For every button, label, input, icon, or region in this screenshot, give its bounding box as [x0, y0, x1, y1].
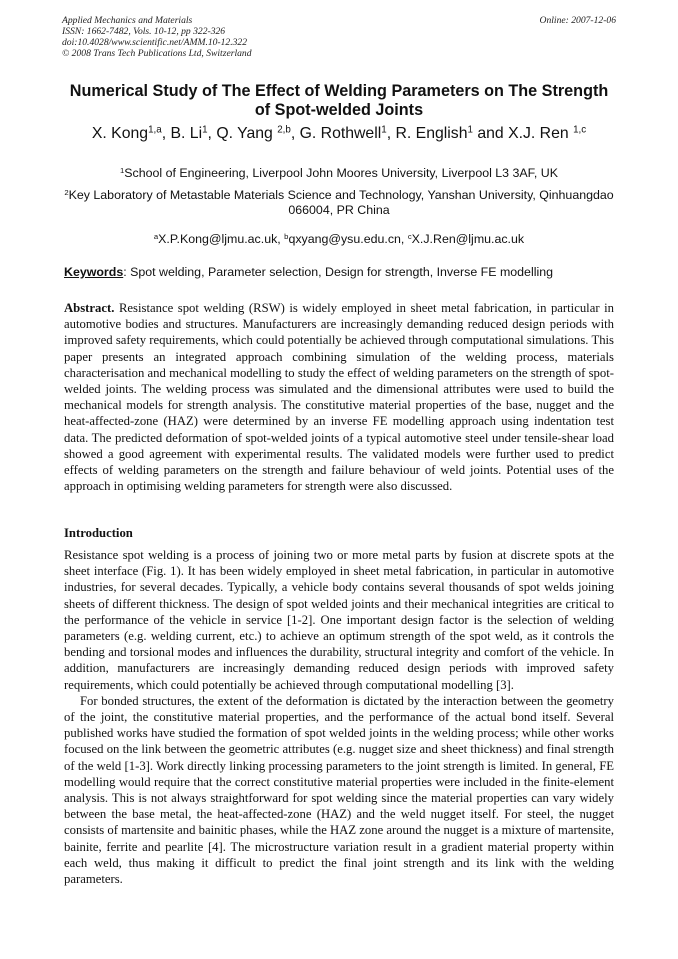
author: X.J. Ren $^{1,c}$	[508, 124, 587, 142]
journal-header	[62, 15, 616, 59]
online-date: Online: 2007-12-06	[539, 15, 616, 26]
affiliation-2: $^2$Key Laboratory of Metastable Materials Science and Technology, Yanshan University, Qinhuangdao 066004, PR China	[64, 187, 614, 217]
copyright-line: © 2008 Trans Tech Publications Ltd, Switzerland	[62, 48, 252, 59]
introduction-body	[64, 547, 614, 887]
affiliation-1: $^1$School of Engineering, Liverpool John Moores University, Liverpool L3 3AF, UK	[120, 165, 558, 180]
email-a[interactable]: $^a$X.P.Kong@ljmu.ac.uk,	[153, 231, 285, 246]
author-list	[62, 124, 616, 144]
keywords-label: Keywords	[64, 265, 124, 279]
doi-line: doi:10.4028/www.scientific.net/AMM.10-12.322	[62, 37, 248, 48]
author: R. English$^1$ and	[395, 124, 509, 142]
issn-line: ISSN: 1662-7482, Vols. 10-12, pp 322-326	[62, 26, 226, 37]
author: X. Kong$^{1,a}$,	[91, 124, 171, 142]
email-c[interactable]: $^c$X.J.Ren@ljmu.ac.uk	[407, 231, 525, 246]
journal-name: Applied Mechanics and Materials	[62, 15, 193, 26]
keywords-text: Spot welding, Parameter selection, Design for strength, Inverse FE modelling	[126, 265, 553, 279]
author: B. Li$^1$,	[170, 124, 217, 142]
keywords-line: Keywords: Spot welding, Parameter selection, Design for strength, Inverse FE modelling	[64, 265, 553, 279]
abstract-paragraph	[64, 300, 614, 494]
email-list	[62, 232, 616, 247]
email-b[interactable]: $^b$qxyang@ysu.edu.cn,	[284, 231, 408, 246]
abstract-text: Resistance spot welding (RSW) is widely employed in sheet metal fabrication, in particular in automotive bodies and structures. Manufacturers are increasingly demanding reduced design periods with improved safety requirements, which could potentially be achieved through computational simulations. This paper presents an integrated approach combining simulation of the welding process, materials characterisation and mechanical modelling to study the effect of welding parameters on the strength of spot-welded joints. The welding process was simulated and the dimensional attributes were used to build the mechanical models for strength analysis. The constitutive material properties of the base, nugget and the heat-affected-zone (HAZ) were determined by an inverse FE modelling approach using indentation test data. The predicted deformation of spot-welded joints of a typical automotive steel under tensile-shear load showed a good agreement with experimental results. The validated models were further used to predict effects of welding parameters on the strength and failure behaviour of weld joints. Potential uses of the approach in optimising welding parameters for strength were also discussed.	[64, 301, 614, 494]
abstract-label: Abstract.	[64, 301, 115, 315]
introduction-heading: Introduction	[64, 526, 133, 540]
intro-paragraph-2: For bonded structures, the extent of the deformation is dictated by the interaction between the geometry of the joint, the constitutive material properties, and the performance of the actual bond itself. Several published works have studied the formation of spot welded joints in the welding process; while other works focused on the link between the geometric attributes (e.g. nugget size and sheet thickness) and final strength of the weld [1-3]. Work directly linking processing parameters to the joint strength is limited. In general, FE modelling would require that the correct constitutive material properties were included in the finite-element analysis. This is not always straightforward for spot welding since the material properties can vary widely between the base metal, the heat-affected-zone (HAZ) and the weld nugget itself. For steel, the nugget consists of martensite and bainitic phases, while the HAZ zone around the nugget is a mixture of martensite, bainite, ferrite and pearlite [4]. The microstructure variation result in a gradient material property within each weld, thus making it difficult to predict the final joint strength and its link with the welding parameters.	[64, 693, 614, 887]
author: G. Rothwell$^1$,	[299, 124, 396, 142]
intro-paragraph-1: Resistance spot welding is a process of joining two or more metal parts by fusion at discrete spots at the sheet interface (Fig. 1). It has been widely employed in sheet metal fabrication, in particular in automotive industries, for several decades. Typically, a vehicle body contains several thousands of spot welds joining sheets of different thickness. The design of spot welded joints and their mechanical integrities are critical to the performance of the vehicle in service [1-2]. One important design factor is the selection of welding parameters (e.g. welding current, etc.) to achieve an optimum strength of the spot weld, as it controls the bending and torsional modes and influences the durability, structural integrity and comfort of the vehicle. In addition, manufacturers are increasingly demanding reduced design periods with improved safety requirements, which could potentially be achieved through computational modelling [3].	[64, 548, 614, 692]
paper-title: Numerical Study of The Effect of Welding Parameters on The Strength of Spot-welded Joints	[69, 82, 609, 119]
author: Q. Yang $^{2,b}$,	[216, 124, 300, 142]
